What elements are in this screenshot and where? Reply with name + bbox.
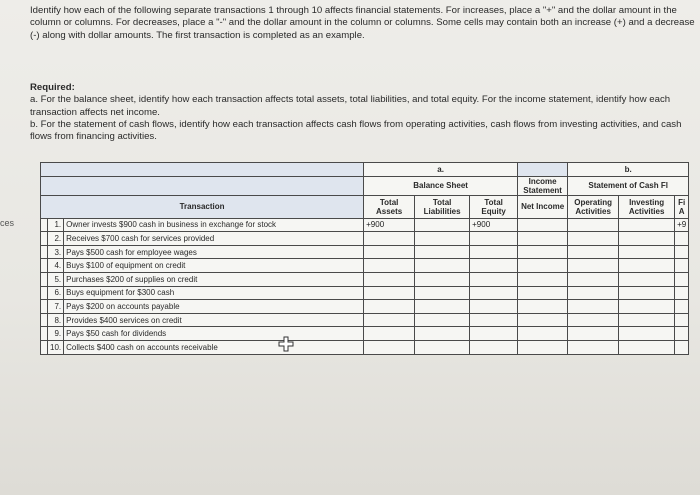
- row-number: 8.: [48, 313, 64, 327]
- input-cell-liabilities[interactable]: [415, 272, 470, 286]
- input-cell-assets[interactable]: [364, 232, 415, 246]
- header-row-statements: [41, 176, 689, 195]
- input-cell-assets[interactable]: [364, 259, 415, 273]
- input-cell-investing[interactable]: [619, 327, 675, 341]
- input-cell-assets[interactable]: [364, 245, 415, 259]
- side-label: ces: [0, 218, 15, 228]
- input-cell-assets[interactable]: [364, 300, 415, 314]
- row-number: 1.: [48, 218, 64, 232]
- input-cell-operating[interactable]: [568, 245, 619, 259]
- row-transaction-text: Pays $500 cash for employee wages: [64, 245, 364, 259]
- input-cell-assets[interactable]: [364, 286, 415, 300]
- input-cell-operating[interactable]: [568, 286, 619, 300]
- part-b-label: b.: [568, 163, 689, 177]
- input-cell-equity[interactable]: [470, 340, 518, 354]
- input-cell-liabilities[interactable]: [415, 245, 470, 259]
- row-transaction-text: Pays $200 on accounts payable: [64, 300, 364, 314]
- col-investing: Investing Activities: [619, 195, 675, 218]
- input-cell-net-income[interactable]: [518, 340, 568, 354]
- input-cell-investing[interactable]: [619, 232, 675, 246]
- table-row: [41, 259, 689, 273]
- input-cell-liabilities[interactable]: [415, 313, 470, 327]
- input-cell-operating[interactable]: [568, 259, 619, 273]
- row-transaction-text: Owner invests $900 cash in business in exchange for stock: [64, 218, 364, 232]
- input-cell-investing[interactable]: [619, 218, 675, 232]
- input-cell-equity[interactable]: [470, 272, 518, 286]
- input-cell-liabilities[interactable]: [415, 218, 470, 232]
- input-cell-assets[interactable]: [364, 272, 415, 286]
- input-cell-financing[interactable]: [675, 340, 689, 354]
- input-cell-liabilities[interactable]: [415, 300, 470, 314]
- input-cell-investing[interactable]: [619, 259, 675, 273]
- col-net-income: Net Income: [518, 195, 568, 218]
- row-number: 2.: [48, 232, 64, 246]
- header-row-parts: [41, 163, 689, 177]
- input-cell-financing[interactable]: [675, 300, 689, 314]
- input-cell-net-income[interactable]: [518, 259, 568, 273]
- table-row: [41, 300, 689, 314]
- input-cell-financing[interactable]: [675, 313, 689, 327]
- input-cell-assets[interactable]: +900: [364, 218, 415, 232]
- input-cell-equity[interactable]: [470, 232, 518, 246]
- required-part-b: b. For the statement of cash flows, identify how each transaction affects cash flows from operating activities, cash flows from investing activities, and cash flows from financing activities.: [30, 118, 682, 143]
- col-total-liabilities: Total Liabilities: [415, 195, 470, 218]
- required-part-a: a. For the balance sheet, identify how each transaction affects total assets, total liabilities, and total equity. For the income statement, identify how each transaction affects net income.: [30, 94, 671, 118]
- input-cell-net-income[interactable]: [518, 327, 568, 341]
- crosshair-cursor-icon: [278, 336, 294, 352]
- input-cell-investing[interactable]: [619, 340, 675, 354]
- input-cell-operating[interactable]: [568, 300, 619, 314]
- row-transaction-text: Receives $700 cash for services provided: [64, 232, 364, 246]
- cash-flows-header: Statement of Cash Fl: [568, 176, 689, 195]
- col-total-assets: Total Assets: [364, 195, 415, 218]
- row-transaction-text: Buys equipment for $300 cash: [64, 286, 364, 300]
- input-cell-liabilities[interactable]: [415, 327, 470, 341]
- input-cell-financing[interactable]: [675, 232, 689, 246]
- input-cell-financing[interactable]: [675, 286, 689, 300]
- row-transaction-text: Collects $400 cash on accounts receivable: [64, 340, 364, 354]
- input-cell-investing[interactable]: [619, 245, 675, 259]
- row-number: 3.: [48, 245, 64, 259]
- row-transaction-text: Purchases $200 of supplies on credit: [64, 272, 364, 286]
- col-operating: Operating Activities: [568, 195, 619, 218]
- input-cell-equity[interactable]: [470, 245, 518, 259]
- row-number: 5.: [48, 272, 64, 286]
- balance-sheet-header: Balance Sheet: [364, 176, 518, 195]
- table-row: [41, 327, 689, 341]
- input-cell-investing[interactable]: [619, 300, 675, 314]
- input-cell-operating[interactable]: [568, 327, 619, 341]
- input-cell-operating[interactable]: [568, 218, 619, 232]
- input-cell-financing[interactable]: [675, 272, 689, 286]
- col-total-equity: Total Equity: [470, 195, 518, 218]
- input-cell-liabilities[interactable]: [415, 340, 470, 354]
- row-number: 6.: [48, 286, 64, 300]
- input-cell-net-income[interactable]: [518, 300, 568, 314]
- table-row: [41, 340, 689, 354]
- row-number: 10.: [48, 340, 64, 354]
- row-number: 9.: [48, 327, 64, 341]
- input-cell-liabilities[interactable]: [415, 286, 470, 300]
- part-a-label: a.: [364, 163, 518, 177]
- instructions-text: Identify how each of the following separate transactions 1 through 10 affects financial statements. For increases, place a "+" and the dollar amount in the column or columns. For decreases, place a "-" and the dollar amount in the column or columns. Some cells may contain both an increase (+) and a decrease (-) along with dollar amounts. The first transaction is completed as an example.: [30, 5, 695, 41]
- input-cell-equity[interactable]: [470, 286, 518, 300]
- input-cell-assets[interactable]: [364, 340, 415, 354]
- input-cell-liabilities[interactable]: [415, 232, 470, 246]
- input-cell-financing[interactable]: [675, 259, 689, 273]
- row-transaction-text: Pays $50 cash for dividends: [64, 327, 364, 341]
- table-row: [41, 272, 689, 286]
- income-statement-header: Income Statement: [518, 176, 568, 195]
- input-cell-equity[interactable]: +900: [470, 218, 518, 232]
- input-cell-net-income[interactable]: [518, 286, 568, 300]
- transactions-table: [40, 162, 689, 355]
- required-section: [30, 82, 695, 143]
- input-cell-equity[interactable]: [470, 313, 518, 327]
- row-transaction-text: Buys $100 of equipment on credit: [64, 259, 364, 273]
- input-cell-net-income[interactable]: [518, 245, 568, 259]
- input-cell-operating[interactable]: [568, 313, 619, 327]
- table-row: [41, 286, 689, 300]
- input-cell-investing[interactable]: [619, 272, 675, 286]
- table-row: [41, 232, 689, 246]
- table-row: [41, 245, 689, 259]
- input-cell-equity[interactable]: [470, 259, 518, 273]
- input-cell-financing[interactable]: [675, 245, 689, 259]
- input-cell-financing[interactable]: +9: [675, 218, 689, 232]
- input-cell-liabilities[interactable]: [415, 259, 470, 273]
- input-cell-operating[interactable]: [568, 232, 619, 246]
- row-number: 4.: [48, 259, 64, 273]
- input-cell-net-income[interactable]: [518, 272, 568, 286]
- input-cell-net-income[interactable]: [518, 313, 568, 327]
- row-number: 7.: [48, 300, 64, 314]
- input-cell-net-income[interactable]: [518, 218, 568, 232]
- input-cell-financing[interactable]: [675, 327, 689, 341]
- row-transaction-text: Provides $400 services on credit: [64, 313, 364, 327]
- table-row: [41, 313, 689, 327]
- header-row-columns: [41, 195, 689, 218]
- col-financing: Fi A: [675, 195, 689, 218]
- input-cell-operating[interactable]: [568, 340, 619, 354]
- table-row: [41, 218, 689, 232]
- input-cell-assets[interactable]: [364, 327, 415, 341]
- transaction-rows: [41, 218, 689, 354]
- input-cell-net-income[interactable]: [518, 232, 568, 246]
- input-cell-investing[interactable]: [619, 286, 675, 300]
- input-cell-equity[interactable]: [470, 300, 518, 314]
- input-cell-equity[interactable]: [470, 327, 518, 341]
- input-cell-operating[interactable]: [568, 272, 619, 286]
- input-cell-assets[interactable]: [364, 313, 415, 327]
- input-cell-investing[interactable]: [619, 313, 675, 327]
- transaction-header: Transaction: [41, 195, 364, 218]
- required-heading: Required:: [30, 82, 75, 93]
